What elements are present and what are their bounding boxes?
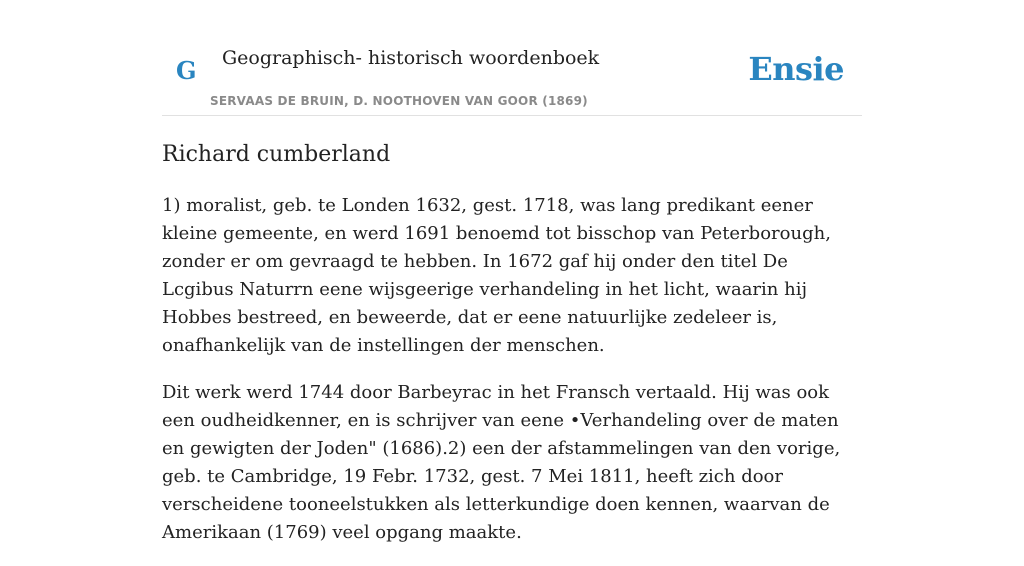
entry-body (162, 192, 862, 566)
book-header (162, 36, 862, 116)
book-authors: SERVAAS DE BRUIN, D. NOOTHOVEN VAN GOOR (1869) (210, 94, 588, 108)
ensie-logo[interactable]: Ensie (748, 50, 844, 88)
entry-paragraph: Dit werk werd 1744 door Barbeyrac in het Fransch vertaald. Hij was ook een oudheidkenner, en is schrijver van eene •Verhandeling over de maten en gewigten der Joden" (1686).2) een der afstammelingen van den vorige, geb. te Cambridge, 19 Febr. 1732, gest. 7 Mei 1811, heeft zich door verscheidene tooneelstukken als letterkundige doen kennen, waarvan de Amerikaan (1769) veel opgang maakte. (162, 382, 841, 543)
book-letter-icon[interactable]: G (176, 56, 197, 85)
entry-title: Richard cumberland (162, 142, 391, 167)
entry-paragraph: 1) moralist, geb. te Londen 1632, gest. 1718, was lang predikant eener kleine gemeente, en werd 1691 benoemd tot bisschop van Peterborough, zonder er om gevraagd te hebben. In 1672 gaf hij onder den titel De Lcgibus Naturrn eene wijsgeerige verhandeling in het licht, waarin hij Hobbes bestreed, en beweerde, dat er eene natuurlijke zedeleer is, onafhankelijk van de instellingen der menschen. (162, 195, 831, 356)
book-title-link[interactable]: Geographisch- historisch woordenboek (222, 47, 600, 69)
